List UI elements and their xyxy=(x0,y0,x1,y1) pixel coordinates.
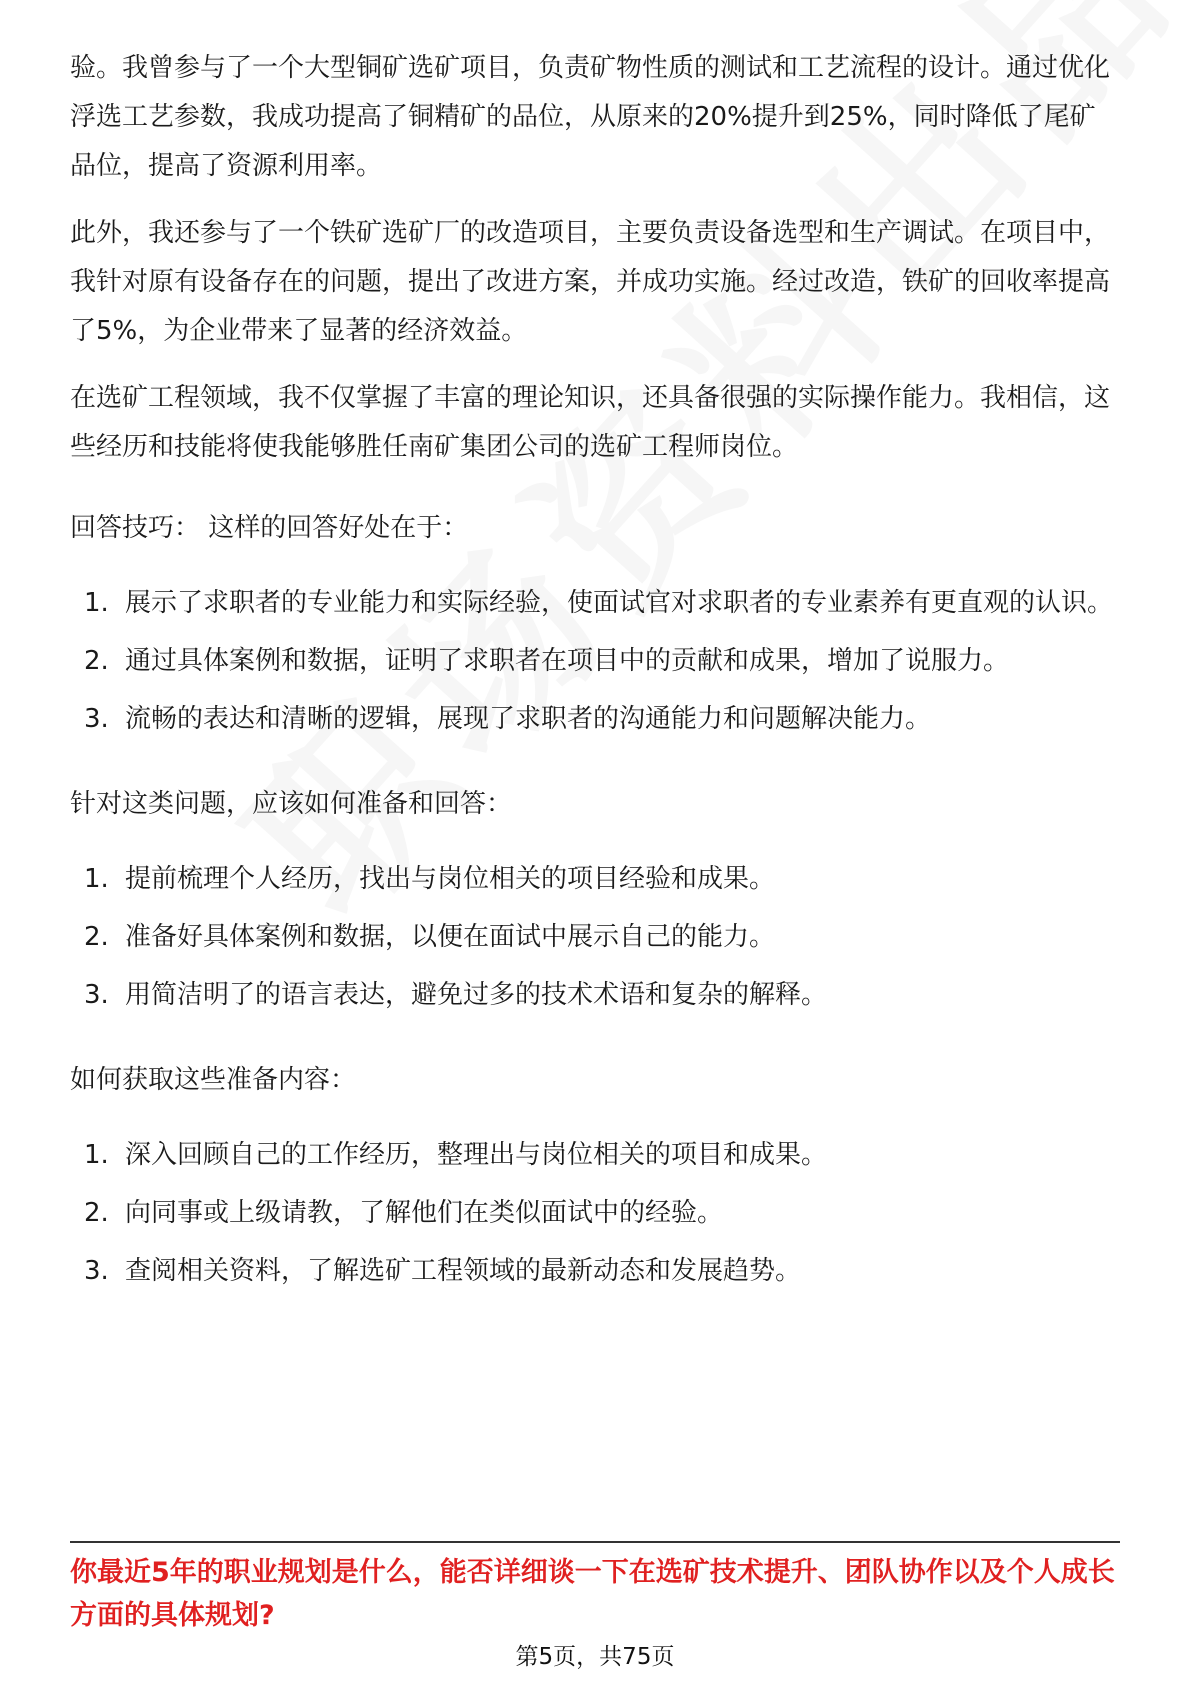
list-item-text: 用简洁明了的语言表达，避免过多的技术术语和复杂的解释。 xyxy=(125,980,828,1010)
list-item-text: 流畅的表达和清晰的逻辑，展现了求职者的沟通能力和问题解决能力。 xyxy=(125,704,932,734)
list-item-text: 查阅相关资料，了解选矿工程领域的最新动态和发展趋势。 xyxy=(125,1256,802,1286)
tips-list xyxy=(70,579,1120,744)
list-item xyxy=(70,1189,1120,1238)
list-number: 2. xyxy=(84,922,109,952)
list-number: 3. xyxy=(84,1256,109,1286)
list-number: 2. xyxy=(84,1198,109,1228)
list-number: 3. xyxy=(84,980,109,1010)
list-item xyxy=(70,1131,1120,1180)
list-item xyxy=(70,855,1120,904)
next-question-heading: 你最近5年的职业规划是什么，能否详细谈一下在选矿技术提升、团队协作以及个人成长方面的具体规划? xyxy=(70,1557,1115,1631)
paragraph-copper-project: 验。我曾参与了一个大型铜矿选矿项目，负责矿物性质的测试和工艺流程的设计。通过优化浮选工艺参数，我成功提高了铜精矿的品位，从原来的20%提升到25%，同时降低了尾矿品位，提高了资源利用率。 xyxy=(70,53,1111,181)
paragraph-iron-project: 此外，我还参与了一个铁矿选矿厂的改造项目，主要负责设备选型和生产调试。在项目中，我针对原有设备存在的问题，提出了改进方案，并成功实施。经过改造，铁矿的回收率提高了5%，为企业带来了显著的经济效益。 xyxy=(70,218,1111,346)
prepare-list xyxy=(70,855,1120,1020)
list-number: 3. xyxy=(84,704,109,734)
list-item xyxy=(70,913,1120,962)
list-item-text: 通过具体案例和数据，证明了求职者在项目中的贡献和成果，增加了说服力。 xyxy=(125,646,1010,676)
list-item-text: 准备好具体案例和数据，以便在面试中展示自己的能力。 xyxy=(125,922,776,952)
list-item-text: 向同事或上级请教，了解他们在类似面试中的经验。 xyxy=(125,1198,724,1228)
tips-heading: 回答技巧： 这样的回答好处在于： xyxy=(70,513,469,543)
list-item xyxy=(70,695,1120,744)
list-item xyxy=(70,579,1120,628)
list-item-text: 展示了求职者的专业能力和实际经验，使面试官对求职者的专业素养有更直观的认识。 xyxy=(125,588,1114,618)
list-item xyxy=(70,637,1120,686)
list-number: 1. xyxy=(84,1140,109,1170)
page-content xyxy=(70,44,1120,1332)
list-number: 1. xyxy=(84,864,109,894)
list-number: 1. xyxy=(84,588,109,618)
paragraph-summary: 在选矿工程领域，我不仅掌握了丰富的理论知识，还具备很强的实际操作能力。我相信，这些经历和技能将使我能够胜任南矿集团公司的选矿工程师岗位。 xyxy=(70,383,1111,462)
list-number: 2. xyxy=(84,646,109,676)
list-item-text: 提前梳理个人经历，找出与岗位相关的项目经验和成果。 xyxy=(125,864,776,894)
obtain-heading: 如何获取这些准备内容： xyxy=(70,1065,357,1095)
prepare-heading: 针对这类问题，应该如何准备和回答： xyxy=(70,789,513,819)
list-item-text: 深入回顾自己的工作经历，整理出与岗位相关的项目和成果。 xyxy=(125,1140,828,1170)
page-number: 第5页，共75页 xyxy=(515,1644,675,1670)
list-item xyxy=(70,1247,1120,1296)
obtain-list xyxy=(70,1131,1120,1296)
list-item xyxy=(70,971,1120,1020)
divider xyxy=(70,1541,1120,1543)
